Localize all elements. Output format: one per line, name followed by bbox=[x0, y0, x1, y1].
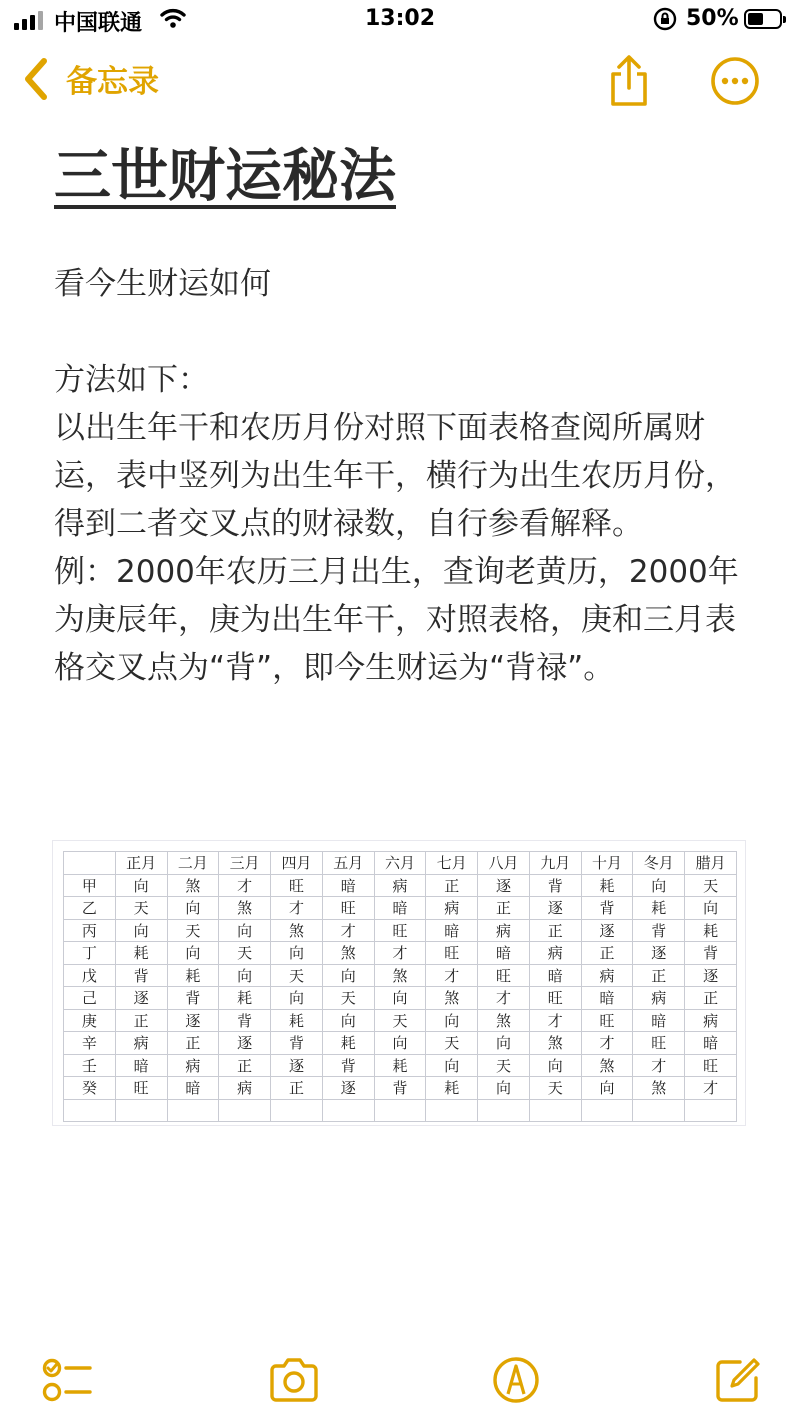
table-cell: 才 bbox=[219, 874, 271, 897]
share-button[interactable] bbox=[606, 54, 652, 108]
table-cell: 才 bbox=[478, 987, 530, 1010]
table-cell: 正 bbox=[633, 964, 685, 987]
table-cell: 逐 bbox=[581, 919, 633, 942]
orientation-lock-icon bbox=[652, 6, 678, 38]
carrier-name: 中国联通 bbox=[54, 11, 143, 36]
table-cell: 向 bbox=[115, 919, 167, 942]
table-cell: 天 bbox=[115, 897, 167, 920]
table-cell: 耗 bbox=[115, 942, 167, 965]
camera-icon bbox=[268, 1354, 320, 1406]
table-cell: 正 bbox=[685, 987, 737, 1010]
status-time: 13:02 bbox=[364, 6, 436, 31]
table-cell: 向 bbox=[633, 874, 685, 897]
table-cell: 暗 bbox=[581, 987, 633, 1010]
table-cell: 向 bbox=[529, 1054, 581, 1077]
table-cell: 才 bbox=[426, 964, 478, 987]
table-cell bbox=[219, 1099, 271, 1122]
table-cell: 耗 bbox=[322, 1032, 374, 1055]
note-content[interactable] bbox=[54, 138, 754, 692]
share-icon bbox=[606, 54, 652, 108]
table-cell: 暗 bbox=[529, 964, 581, 987]
table-cell: 暗 bbox=[115, 1054, 167, 1077]
table-row-label: 丙 bbox=[64, 919, 116, 942]
table-header-cell: 六月 bbox=[374, 852, 426, 875]
table-cell: 暗 bbox=[633, 1009, 685, 1032]
table-cell: 背 bbox=[685, 942, 737, 965]
table-cell: 向 bbox=[426, 1054, 478, 1077]
table-cell: 煞 bbox=[478, 1009, 530, 1032]
table-cell: 向 bbox=[374, 987, 426, 1010]
table-cell: 旺 bbox=[322, 897, 374, 920]
table-cell: 天 bbox=[529, 1077, 581, 1100]
table-cell: 旺 bbox=[529, 987, 581, 1010]
table-cell: 天 bbox=[685, 874, 737, 897]
battery-icon bbox=[744, 9, 782, 29]
table-cell: 逐 bbox=[115, 987, 167, 1010]
table-cell: 天 bbox=[322, 987, 374, 1010]
table-cell: 暗 bbox=[322, 874, 374, 897]
table-cell: 向 bbox=[167, 897, 219, 920]
table-cell: 正 bbox=[581, 942, 633, 965]
compose-button[interactable] bbox=[712, 1354, 764, 1406]
table-header-row bbox=[64, 852, 737, 875]
table-cell: 向 bbox=[115, 874, 167, 897]
table-cell: 天 bbox=[219, 942, 271, 965]
table-cell: 暗 bbox=[426, 919, 478, 942]
table-cell: 才 bbox=[685, 1077, 737, 1100]
table-cell: 向 bbox=[167, 942, 219, 965]
table-cell bbox=[581, 1099, 633, 1122]
table-cell: 耗 bbox=[219, 987, 271, 1010]
table-cell: 逐 bbox=[219, 1032, 271, 1055]
table-cell: 逐 bbox=[271, 1054, 323, 1077]
table-cell: 暗 bbox=[167, 1077, 219, 1100]
table-cell bbox=[374, 1099, 426, 1122]
table-row bbox=[64, 1009, 737, 1032]
table-header-cell: 冬月 bbox=[633, 852, 685, 875]
table-cell: 逐 bbox=[478, 874, 530, 897]
table-cell: 天 bbox=[374, 1009, 426, 1032]
table-cell: 耗 bbox=[426, 1077, 478, 1100]
table-cell bbox=[271, 1099, 323, 1122]
table-cell: 才 bbox=[581, 1032, 633, 1055]
table-cell: 病 bbox=[685, 1009, 737, 1032]
table-cell: 耗 bbox=[685, 919, 737, 942]
table-cell: 向 bbox=[271, 942, 323, 965]
table-row-label: 辛 bbox=[64, 1032, 116, 1055]
table-cell: 病 bbox=[219, 1077, 271, 1100]
table-cell: 背 bbox=[167, 987, 219, 1010]
camera-button[interactable] bbox=[268, 1354, 320, 1406]
table-cell: 逐 bbox=[633, 942, 685, 965]
table-cell: 向 bbox=[478, 1032, 530, 1055]
table-cell: 病 bbox=[478, 919, 530, 942]
table-header-cell: 腊月 bbox=[685, 852, 737, 875]
table-cell bbox=[115, 1099, 167, 1122]
table-row-label bbox=[64, 1099, 116, 1122]
table-cell: 向 bbox=[271, 987, 323, 1010]
table-cell: 正 bbox=[167, 1032, 219, 1055]
table-cell: 天 bbox=[478, 1054, 530, 1077]
fortune-table-image bbox=[52, 840, 746, 1126]
table-cell: 正 bbox=[271, 1077, 323, 1100]
table-row bbox=[64, 987, 737, 1010]
table-cell: 正 bbox=[115, 1009, 167, 1032]
table-row-label: 壬 bbox=[64, 1054, 116, 1077]
table-cell: 旺 bbox=[115, 1077, 167, 1100]
example-text: 例：2000年农历三月出生，查询老黄历，2000年为庚辰年，庚为出生年干，对照表格，庚和三月表格交叉点为“背”，即今生财运为“背禄”。 bbox=[54, 554, 739, 686]
chevron-left-icon bbox=[20, 57, 50, 101]
table-cell: 旺 bbox=[633, 1032, 685, 1055]
table-cell: 向 bbox=[219, 964, 271, 987]
table-cell: 暗 bbox=[478, 942, 530, 965]
table-cell: 煞 bbox=[374, 964, 426, 987]
table-cell: 才 bbox=[374, 942, 426, 965]
table-cell: 暗 bbox=[374, 897, 426, 920]
table-header-cell bbox=[64, 852, 116, 875]
table-row bbox=[64, 942, 737, 965]
table-cell: 向 bbox=[478, 1077, 530, 1100]
table-cell: 耗 bbox=[167, 964, 219, 987]
table-cell: 才 bbox=[529, 1009, 581, 1032]
method-heading: 方法如下： bbox=[54, 362, 209, 398]
table-cell: 向 bbox=[219, 919, 271, 942]
table-row bbox=[64, 1032, 737, 1055]
table-cell: 煞 bbox=[271, 919, 323, 942]
table-cell: 背 bbox=[633, 919, 685, 942]
table-cell: 病 bbox=[426, 897, 478, 920]
table-cell: 煞 bbox=[167, 874, 219, 897]
table-cell: 天 bbox=[426, 1032, 478, 1055]
table-header-cell: 七月 bbox=[426, 852, 478, 875]
table-cell: 旺 bbox=[478, 964, 530, 987]
table-cell: 正 bbox=[529, 919, 581, 942]
table-row-label: 甲 bbox=[64, 874, 116, 897]
note-title: 三世财运秘法 bbox=[54, 143, 396, 209]
table-row-label: 乙 bbox=[64, 897, 116, 920]
table-cell: 才 bbox=[271, 897, 323, 920]
table-cell bbox=[426, 1099, 478, 1122]
table-cell: 向 bbox=[426, 1009, 478, 1032]
table-cell: 煞 bbox=[581, 1054, 633, 1077]
table-cell: 病 bbox=[581, 964, 633, 987]
battery-level bbox=[748, 13, 763, 25]
compose-icon bbox=[712, 1354, 764, 1406]
table-row-label: 丁 bbox=[64, 942, 116, 965]
table-cell: 煞 bbox=[529, 1032, 581, 1055]
table-cell: 背 bbox=[581, 897, 633, 920]
table-cell: 病 bbox=[633, 987, 685, 1010]
table-cell: 背 bbox=[322, 1054, 374, 1077]
table-cell: 背 bbox=[271, 1032, 323, 1055]
table-cell: 正 bbox=[426, 874, 478, 897]
table-row bbox=[64, 874, 737, 897]
battery-percentage: 50% bbox=[686, 6, 739, 31]
note-body bbox=[54, 260, 754, 692]
table-cell: 背 bbox=[219, 1009, 271, 1032]
table-cell: 逐 bbox=[685, 964, 737, 987]
table-row-label: 戊 bbox=[64, 964, 116, 987]
table-cell bbox=[322, 1099, 374, 1122]
table-cell: 煞 bbox=[633, 1077, 685, 1100]
table-cell: 逐 bbox=[322, 1077, 374, 1100]
table-cell: 耗 bbox=[374, 1054, 426, 1077]
table-row bbox=[64, 1054, 737, 1077]
table-cell: 病 bbox=[115, 1032, 167, 1055]
table-cell: 暗 bbox=[685, 1032, 737, 1055]
table-cell: 背 bbox=[374, 1077, 426, 1100]
table-row-label: 己 bbox=[64, 987, 116, 1010]
table-cell: 向 bbox=[322, 964, 374, 987]
table-cell: 旺 bbox=[271, 874, 323, 897]
table-cell: 煞 bbox=[322, 942, 374, 965]
table-header-cell: 四月 bbox=[271, 852, 323, 875]
table-cell: 向 bbox=[322, 1009, 374, 1032]
navigation-bar bbox=[0, 50, 800, 120]
table-row-label: 癸 bbox=[64, 1077, 116, 1100]
markup-button[interactable] bbox=[490, 1354, 542, 1406]
table-row bbox=[64, 919, 737, 942]
table-cell: 病 bbox=[529, 942, 581, 965]
table-cell: 耗 bbox=[581, 874, 633, 897]
table-cell: 旺 bbox=[685, 1054, 737, 1077]
table-row-label: 庚 bbox=[64, 1009, 116, 1032]
table-cell: 耗 bbox=[271, 1009, 323, 1032]
table-cell: 正 bbox=[478, 897, 530, 920]
table-cell: 病 bbox=[374, 874, 426, 897]
method-text: 以出生年干和农历月份对照下面表格查阅所属财运，表中竖列为出生年干，横行为出生农历月份，得到二者交叉点的财禄数，自行参看解释。 bbox=[54, 410, 736, 542]
status-bar bbox=[0, 0, 800, 40]
bottom-toolbar bbox=[0, 1350, 800, 1410]
more-icon bbox=[710, 56, 760, 106]
table-cell bbox=[685, 1099, 737, 1122]
table-cell bbox=[167, 1099, 219, 1122]
back-label: 备忘录 bbox=[66, 64, 159, 100]
table-header-cell: 九月 bbox=[529, 852, 581, 875]
markup-pen-icon bbox=[490, 1354, 542, 1406]
more-button[interactable] bbox=[710, 56, 760, 106]
table-cell: 逐 bbox=[167, 1009, 219, 1032]
table-header-cell: 二月 bbox=[167, 852, 219, 875]
table-cell: 煞 bbox=[426, 987, 478, 1010]
table-cell: 逐 bbox=[529, 897, 581, 920]
table-header-cell: 八月 bbox=[478, 852, 530, 875]
table-header-cell: 五月 bbox=[322, 852, 374, 875]
checklist-icon bbox=[40, 1354, 92, 1406]
table-cell: 病 bbox=[167, 1054, 219, 1077]
table-cell: 向 bbox=[374, 1032, 426, 1055]
table-cell: 背 bbox=[529, 874, 581, 897]
table-cell bbox=[478, 1099, 530, 1122]
table-cell: 旺 bbox=[374, 919, 426, 942]
table-header-cell: 正月 bbox=[115, 852, 167, 875]
table-cell: 煞 bbox=[219, 897, 271, 920]
table-row bbox=[64, 964, 737, 987]
table-cell: 才 bbox=[633, 1054, 685, 1077]
table-header-cell: 三月 bbox=[219, 852, 271, 875]
checklist-button[interactable] bbox=[40, 1354, 92, 1406]
table-row bbox=[64, 1077, 737, 1100]
table-cell bbox=[633, 1099, 685, 1122]
table-cell: 天 bbox=[271, 964, 323, 987]
table-cell: 向 bbox=[581, 1077, 633, 1100]
table-cell: 向 bbox=[685, 897, 737, 920]
fortune-table bbox=[63, 851, 737, 1122]
back-button[interactable] bbox=[20, 56, 159, 101]
table-cell: 天 bbox=[167, 919, 219, 942]
table-cell: 正 bbox=[219, 1054, 271, 1077]
note-intro: 看今生财运如何 bbox=[54, 266, 271, 302]
table-row bbox=[64, 1099, 737, 1122]
table-cell: 耗 bbox=[633, 897, 685, 920]
table-cell: 旺 bbox=[426, 942, 478, 965]
table-cell: 才 bbox=[322, 919, 374, 942]
table-row bbox=[64, 897, 737, 920]
table-cell bbox=[529, 1099, 581, 1122]
table-header-cell: 十月 bbox=[581, 852, 633, 875]
table-cell: 背 bbox=[115, 964, 167, 987]
table-cell: 旺 bbox=[581, 1009, 633, 1032]
